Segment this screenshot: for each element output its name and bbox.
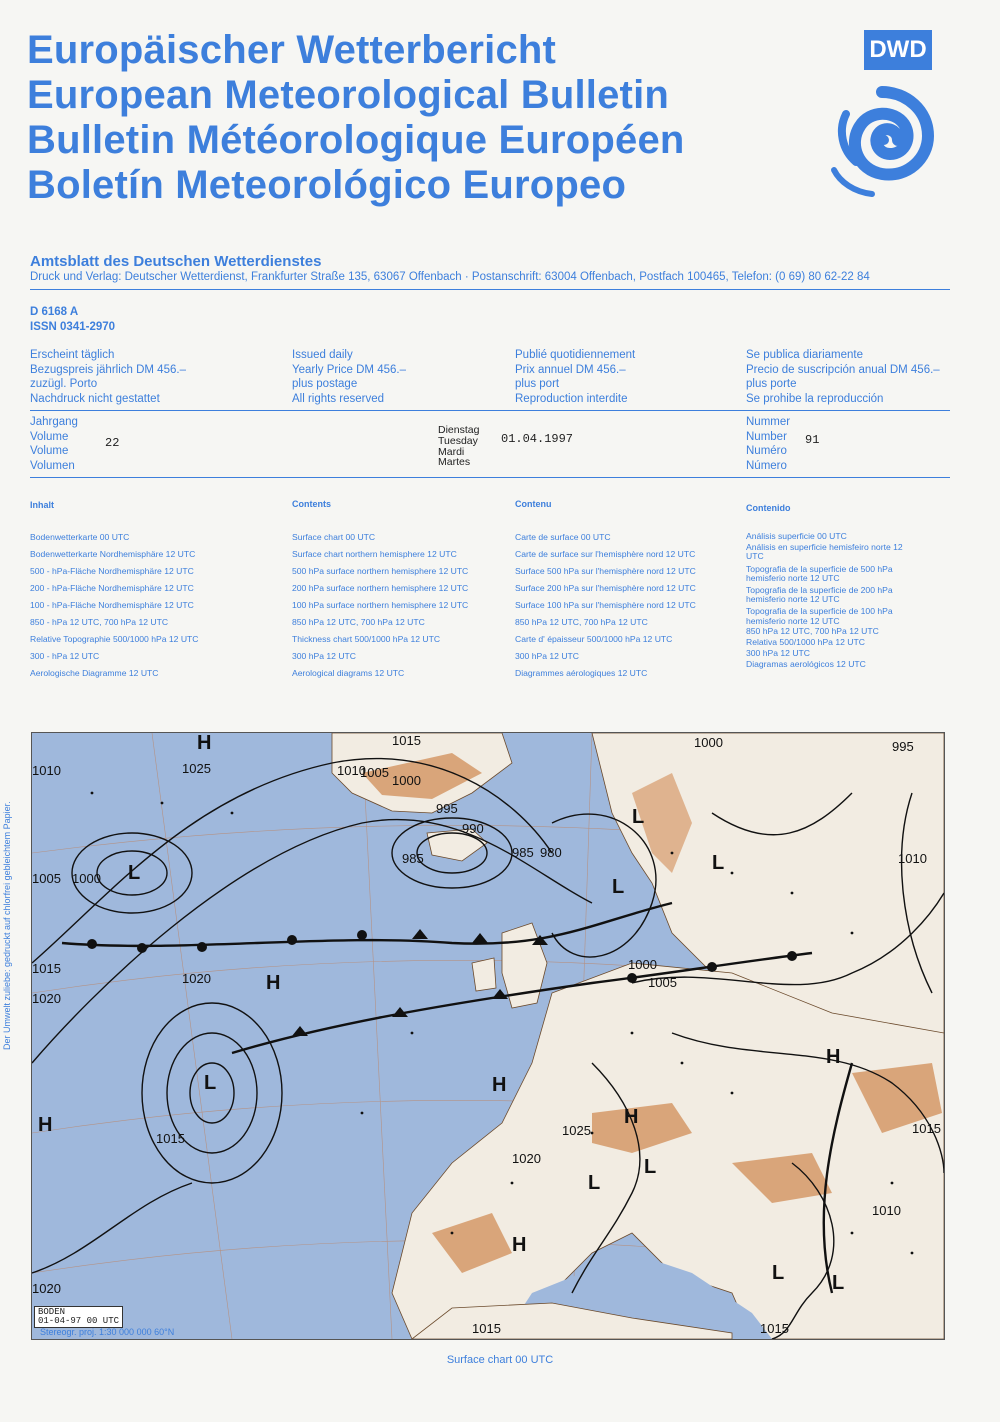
high-pressure-center: H — [492, 1074, 507, 1096]
isobar-label: 995 — [436, 801, 458, 816]
terms-line: Nachdruck nicht gestattet — [30, 392, 160, 405]
high-pressure-center: H — [512, 1234, 527, 1256]
terms-line: Se publica diariamente — [746, 349, 863, 361]
low-pressure-center: L — [832, 1272, 845, 1294]
isobar-label: 1010 — [872, 1203, 901, 1218]
contents-item: Bodenwetterkarte Nordhemisphäre 12 UTC — [30, 549, 196, 559]
divider — [30, 289, 950, 290]
contents-list-en — [292, 529, 468, 682]
terms-line: Publié quotidiennement — [515, 349, 636, 361]
terms-line: Prix annuel DM 456.– — [515, 363, 626, 376]
contents-item: 850 hPa 12 UTC, 700 hPa 12 UTC — [746, 625, 879, 636]
terms-line: Erscheint täglich — [30, 349, 115, 361]
contents-header-fr: Contenu — [515, 499, 552, 509]
isobar-label: 1025 — [562, 1123, 591, 1138]
stamp-line: 01-04-97 00 UTC — [38, 1316, 120, 1326]
contents-item: Relativa 500/1000 hPa 12 UTC — [746, 637, 865, 648]
map-caption: Surface chart 00 UTC — [446, 1354, 554, 1366]
contents-item: 300 hPa 12 UTC — [515, 651, 580, 661]
low-pressure-center: L — [644, 1156, 657, 1178]
contents-header-de: Inhalt — [30, 500, 54, 510]
terms-es — [746, 348, 940, 406]
low-pressure-center: L — [712, 852, 725, 874]
number-value: 91 — [805, 433, 820, 447]
contents-item: Análisis en superficie hemisfeiro norte 12 UTC — [746, 542, 903, 562]
volume-labels — [30, 415, 78, 473]
contents-item: 100 hPa surface northern hemisphere 12 UTC — [292, 600, 469, 610]
isobar-label: 1020 — [32, 991, 61, 1006]
contents-item: 300 hPa 12 UTC — [746, 648, 811, 659]
contents-list-fr — [515, 529, 696, 682]
isobar-label: 1015 — [156, 1131, 185, 1146]
code-issn: ISSN 0341-2970 — [30, 321, 116, 333]
contents-item: Análisis superficie 00 UTC — [746, 531, 847, 541]
contents-list-es — [746, 532, 921, 670]
contents-item: Surface chart 00 UTC — [292, 532, 376, 542]
contents-item: Aerological diagrams 12 UTC — [292, 668, 405, 678]
terms-line: Reproduction interdite — [515, 392, 628, 405]
high-pressure-center: H — [266, 972, 281, 994]
publisher-address: Druck und Verlag: Deutscher Wetterdienst, Frankfurter Straße 135, 63067 Offenbach · Postanschrift: 63004 Offenbach, Postfach 100465, Telefon: (0 69) 80 62-22 84 — [30, 271, 870, 283]
contents-item: 850 hPa 12 UTC, 700 hPa 12 UTC — [515, 617, 648, 627]
terms-line: Yearly Price DM 456.– — [292, 363, 406, 376]
number-label: Number — [746, 430, 787, 443]
contents-item: Carte de surface sur l'hemisphère nord 12 UTC — [515, 549, 696, 559]
contents-item: Diagramas aerológicos 12 UTC — [746, 659, 866, 670]
isobar-label: 1020 — [182, 971, 211, 986]
isobar-label: 1015 — [472, 1321, 501, 1336]
contents-item: Surface 500 hPa sur l'hemisphère nord 12 UTC — [515, 566, 696, 576]
low-pressure-center: L — [632, 806, 645, 828]
contents-item: Topografia de la superficie de 500 hPa hemisferio norte 12 UTC — [746, 563, 893, 583]
dwd-logo-text: DWD — [864, 30, 932, 70]
contents-item: Thickness chart 500/1000 hPa 12 UTC — [292, 634, 441, 644]
low-pressure-center: L — [128, 862, 141, 884]
volume-value: 22 — [105, 436, 120, 450]
isobar-label: 1010 — [32, 763, 61, 778]
isobar-label: 1000 — [628, 957, 657, 972]
contents-item: 200 hPa surface northern hemisphere 12 UTC — [292, 583, 469, 593]
low-pressure-center: L — [612, 876, 625, 898]
isobar-label: 1010 — [337, 763, 366, 778]
volume-label: Volume — [30, 445, 69, 458]
terms-fr — [515, 348, 635, 406]
projection-note: Stereogr. proj. 1:30 000 000 60°N — [40, 1327, 175, 1337]
high-pressure-center: H — [826, 1046, 841, 1068]
contents-item: 200 - hPa-Fläche Nordhemisphäre 12 UTC — [30, 583, 194, 593]
spiral-icon — [812, 70, 952, 210]
low-pressure-center: L — [588, 1172, 601, 1194]
weather-map-graphic — [32, 733, 944, 1339]
terms-line: Precio de suscripción anual DM 456.– — [746, 363, 940, 376]
publisher-title: Amtsblatt des Deutschen Wetterdienstes — [30, 253, 322, 270]
contents-list-de — [30, 529, 199, 682]
contents-item: Relative Topographie 500/1000 hPa 12 UTC — [30, 634, 199, 644]
contents-item: Surface 100 hPa sur l'hemisphère nord 12 UTC — [515, 600, 696, 610]
divider — [30, 410, 950, 411]
isobar-label: 1000 — [72, 871, 101, 886]
terms-line: plus port — [515, 378, 560, 391]
contents-item: 850 - hPa 12 UTC, 700 hPa 12 UTC — [30, 617, 169, 627]
contents-item: Surface chart northern hemisphere 12 UTC — [292, 549, 457, 559]
contents-item: Topografia de la superficie de 200 hPa hemisferio norte 12 UTC — [746, 585, 893, 605]
isobar-label: 985 — [512, 845, 534, 860]
low-pressure-center: L — [204, 1072, 217, 1094]
title-en: European Meteorological Bulletin — [27, 73, 670, 117]
side-note: Der Umwelt zuliebe: gedruckt auf chlorfrei gebleichtem Papier. — [2, 801, 12, 1050]
contents-item: 300 hPa 12 UTC — [292, 651, 357, 661]
terms-de — [30, 348, 186, 406]
terms-line: All rights reserved — [292, 392, 385, 405]
contents-item: Carte de surface 00 UTC — [515, 532, 611, 542]
terms-line: plus porte — [746, 378, 797, 391]
day-labels — [438, 425, 479, 468]
high-pressure-center: H — [38, 1114, 53, 1136]
contents-item: Diagrammes aérologiques 12 UTC — [515, 668, 648, 678]
title-fr: Bulletin Météorologique Européen — [27, 118, 685, 162]
terms-line: Issued daily — [292, 349, 353, 361]
volume-label: Volumen — [30, 459, 75, 472]
title-de: Europäischer Wetterbericht — [27, 28, 557, 72]
day-label: Martes — [438, 456, 471, 469]
surface-weather-map — [31, 732, 945, 1340]
contents-item: Bodenwetterkarte 00 UTC — [30, 532, 130, 542]
isobar-label: 1010 — [898, 851, 927, 866]
contents-header-es: Contenido — [746, 503, 791, 513]
contents-item: 850 hPa 12 UTC, 700 hPa 12 UTC — [292, 617, 425, 627]
number-label: Nummer — [746, 416, 791, 428]
isobar-label: 1005 — [32, 871, 61, 886]
isobar-label: 1015 — [912, 1121, 941, 1136]
contents-item: 100 - hPa-Fläche Nordhemisphäre 12 UTC — [30, 600, 194, 610]
contents-item: 500 - hPa-Fläche Nordhemisphäre 12 UTC — [30, 566, 194, 576]
isobar-label: 1025 — [182, 761, 211, 776]
isobar-label: 1000 — [694, 735, 723, 750]
number-label: Número — [746, 459, 787, 472]
number-labels — [746, 415, 790, 473]
low-pressure-center: L — [772, 1262, 785, 1284]
contents-item: Carte d' épaisseur 500/1000 hPa 12 UTC — [515, 634, 673, 644]
terms-line: Bezugspreis jährlich DM 456.– — [30, 363, 186, 376]
contents-item: 500 hPa surface northern hemisphere 12 UTC — [292, 566, 469, 576]
terms-en — [292, 348, 406, 406]
isobar-label: 1015 — [760, 1321, 789, 1336]
chart-stamp — [34, 1306, 123, 1328]
issue-date: 01.04.1997 — [501, 432, 574, 446]
volume-label: Jahrgang — [30, 416, 78, 428]
terms-line: plus postage — [292, 378, 358, 391]
isobar-label: 1015 — [392, 733, 421, 748]
day-label: Dienstag — [438, 424, 480, 436]
isobar-label: 1015 — [32, 961, 61, 976]
isobar-label: 990 — [462, 821, 484, 836]
isobar-label: 980 — [540, 845, 562, 860]
contents-item: Surface 200 hPa sur l'hemisphère nord 12 UTC — [515, 583, 696, 593]
terms-line: zuzügl. Porto — [30, 378, 98, 391]
day-label: Mardi — [438, 445, 465, 458]
contents-item: 300 - hPa 12 UTC — [30, 651, 100, 661]
isobar-label: 995 — [892, 739, 914, 754]
contents-item: Aerologische Diagramme 12 UTC — [30, 668, 159, 678]
isobar-label: 1005 — [360, 765, 389, 780]
volume-label: Volume — [30, 430, 69, 443]
isobar-label: 1020 — [512, 1151, 541, 1166]
high-pressure-center: H — [624, 1106, 639, 1128]
title-es: Boletín Meteorológico Europeo — [27, 163, 627, 207]
contents-item: Topografia de la superficie de 100 hPa hemisferio norte 12 UTC — [746, 606, 893, 626]
divider — [30, 477, 950, 478]
high-pressure-center: H — [197, 733, 212, 754]
number-label: Numéro — [746, 445, 787, 458]
stamp-line: BODEN — [38, 1307, 66, 1317]
title-block — [27, 28, 685, 208]
contents-header-en: Contents — [292, 499, 331, 509]
isobar-label: 1000 — [392, 773, 421, 788]
dwd-logo — [812, 30, 952, 210]
isobar-label: 1020 — [32, 1281, 61, 1296]
code-d: D 6168 A — [30, 306, 79, 318]
terms-line: Se prohibe la reproducción — [746, 392, 884, 405]
isobar-label: 1005 — [648, 975, 677, 990]
isobar-label: 985 — [402, 851, 424, 866]
day-label: Tuesday — [438, 434, 478, 447]
